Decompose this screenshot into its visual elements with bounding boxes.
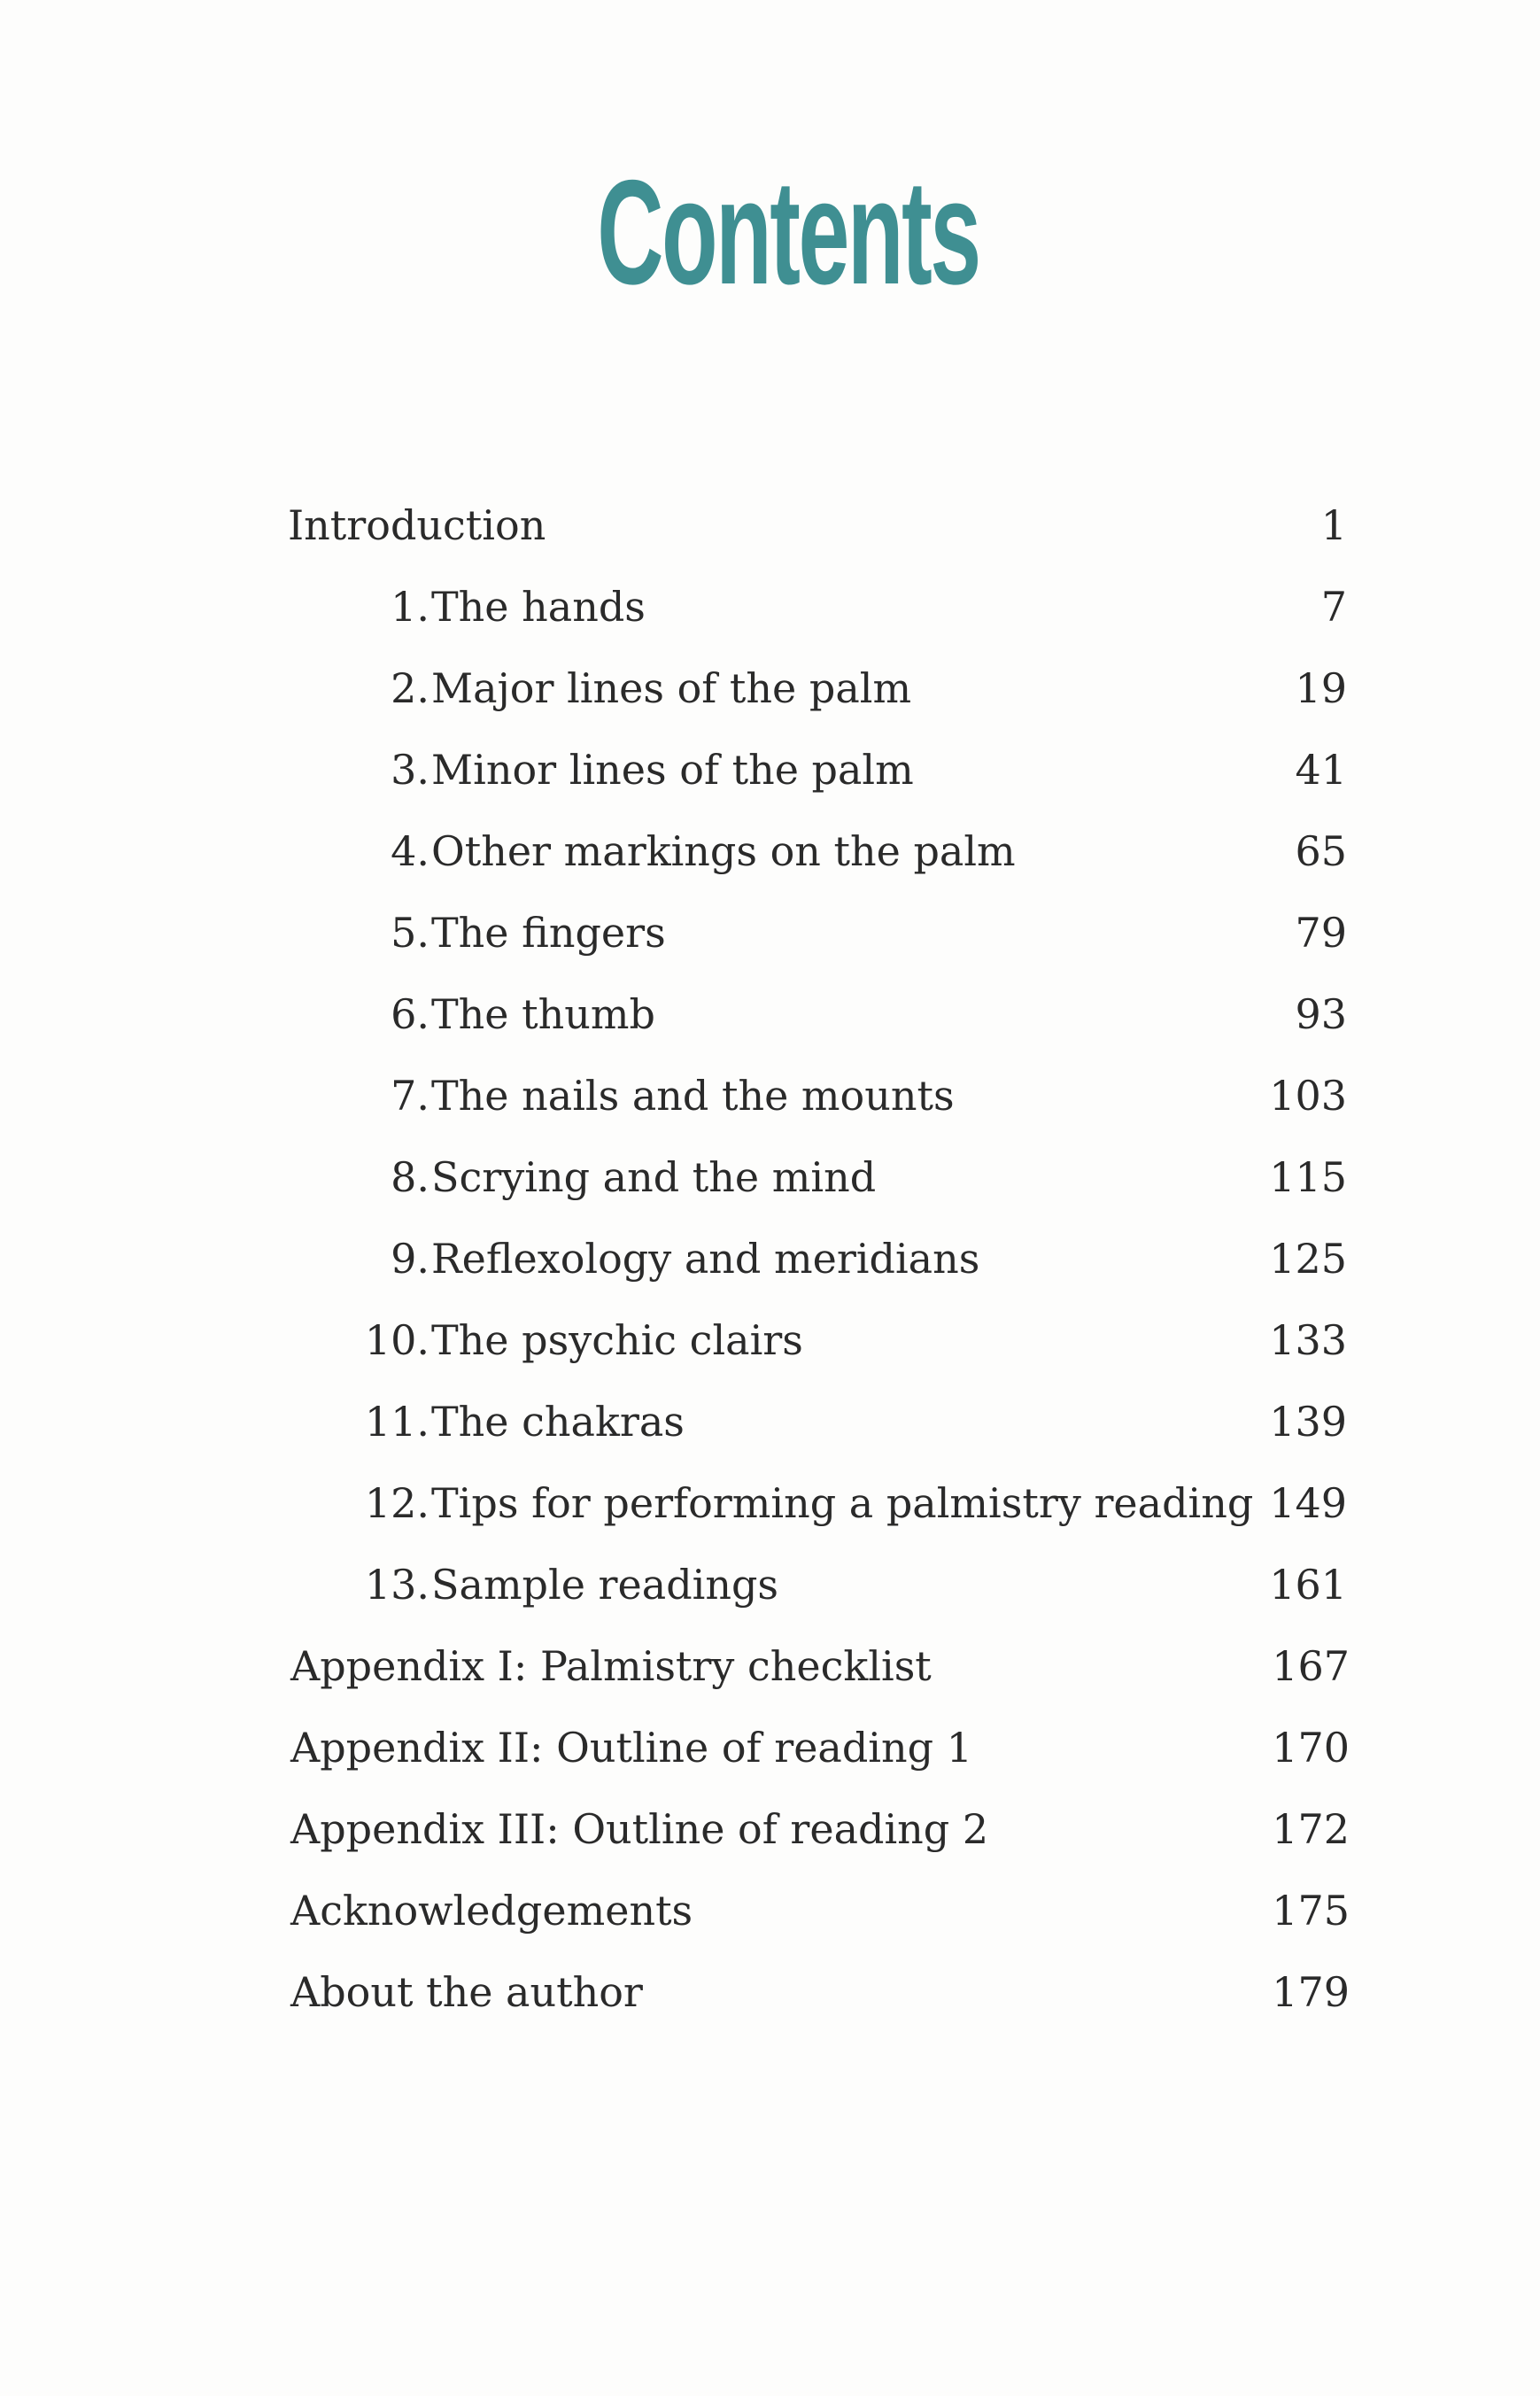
toc-entry-label: Reflexology and meridians bbox=[431, 1235, 980, 1283]
toc-entry-page: 175 bbox=[1272, 1887, 1350, 1935]
toc-entry-page: 93 bbox=[1295, 990, 1347, 1038]
chapter-number: 13. bbox=[364, 1561, 429, 1609]
toc-entry-label: Sample readings bbox=[431, 1561, 779, 1609]
chapter-number: 6. bbox=[391, 990, 429, 1038]
chapter-number: 12. bbox=[364, 1479, 429, 1527]
toc-entry-page: 7 bbox=[1320, 583, 1347, 631]
chapter-number: 2. bbox=[391, 664, 429, 712]
toc-entry-chapter[interactable] bbox=[0, 1554, 1540, 1616]
toc-entry-page: 179 bbox=[1272, 1968, 1350, 2016]
toc-entry-chapter[interactable] bbox=[0, 1472, 1540, 1534]
toc-entry-label: The hands bbox=[431, 583, 646, 631]
toc-entry-chapter[interactable] bbox=[0, 983, 1540, 1045]
toc-entry-page: 79 bbox=[1295, 909, 1347, 957]
toc-entry-page: 139 bbox=[1269, 1398, 1347, 1446]
toc-entry-page: 149 bbox=[1269, 1479, 1347, 1527]
toc-entry-label: The fingers bbox=[431, 909, 666, 957]
toc-entry-page: 170 bbox=[1272, 1724, 1350, 1772]
toc-entry-introduction[interactable] bbox=[0, 494, 1540, 556]
chapter-number: 8. bbox=[391, 1153, 429, 1201]
toc-entry-page: 161 bbox=[1269, 1561, 1347, 1609]
toc-entry-label: Minor lines of the palm bbox=[431, 746, 914, 794]
toc-entry-label: The chakras bbox=[431, 1398, 685, 1446]
toc-entry-label: Acknowledgements bbox=[290, 1887, 693, 1935]
toc-entry-label: Other markings on the palm bbox=[431, 827, 1016, 875]
toc-entry-page: 41 bbox=[1295, 746, 1347, 794]
toc-entry-chapter[interactable] bbox=[0, 1309, 1540, 1371]
toc-entry-back-matter[interactable] bbox=[0, 1961, 1540, 2023]
toc-entry-chapter[interactable] bbox=[0, 820, 1540, 882]
toc-entry-label: The psychic clairs bbox=[431, 1316, 803, 1364]
toc-entry-chapter[interactable] bbox=[0, 657, 1540, 719]
toc-entry-label: Appendix II: Outline of reading 1 bbox=[290, 1724, 972, 1772]
toc-entry-label: The nails and the mounts bbox=[431, 1072, 955, 1120]
chapter-number: 1. bbox=[391, 583, 429, 631]
toc-entry-chapter[interactable] bbox=[0, 576, 1540, 638]
toc-entry-label: Appendix I: Palmistry checklist bbox=[290, 1642, 932, 1690]
page-title: Contents bbox=[597, 149, 979, 315]
toc-entry-chapter[interactable] bbox=[0, 1146, 1540, 1208]
chapter-number: 10. bbox=[364, 1316, 429, 1364]
toc-entry-page: 115 bbox=[1269, 1153, 1347, 1201]
toc-entry-back-matter[interactable] bbox=[0, 1880, 1540, 1942]
toc-entry-page: 65 bbox=[1295, 827, 1347, 875]
toc-entry-chapter[interactable] bbox=[0, 1391, 1540, 1453]
toc-entry-page: 19 bbox=[1295, 664, 1347, 712]
chapter-number: 4. bbox=[391, 827, 429, 875]
toc-entry-label: The thumb bbox=[431, 990, 655, 1038]
toc-entry-label: About the author bbox=[290, 1968, 643, 2016]
toc-entry-chapter[interactable] bbox=[0, 1228, 1540, 1290]
toc-entry-back-matter[interactable] bbox=[0, 1635, 1540, 1697]
toc-entry-chapter[interactable] bbox=[0, 1065, 1540, 1127]
toc-entry-page: 103 bbox=[1269, 1072, 1347, 1120]
chapter-number: 9. bbox=[391, 1235, 429, 1283]
toc-entry-page: 167 bbox=[1272, 1642, 1350, 1690]
chapter-number: 11. bbox=[364, 1398, 429, 1446]
chapter-number: 3. bbox=[391, 746, 429, 794]
toc-entry-chapter[interactable] bbox=[0, 739, 1540, 801]
chapter-number: 5. bbox=[391, 909, 429, 957]
toc-entry-label: Appendix III: Outline of reading 2 bbox=[290, 1805, 989, 1853]
toc-entry-back-matter[interactable] bbox=[0, 1717, 1540, 1779]
toc-entry-back-matter[interactable] bbox=[0, 1798, 1540, 1860]
chapter-number: 7. bbox=[391, 1072, 429, 1120]
toc-entry-page: 125 bbox=[1269, 1235, 1347, 1283]
toc-entry-label: Introduction bbox=[288, 501, 546, 549]
toc-entry-chapter[interactable] bbox=[0, 902, 1540, 964]
toc-entry-page: 172 bbox=[1272, 1805, 1350, 1853]
toc-entry-label: Tips for performing a palmistry reading bbox=[431, 1479, 1254, 1527]
toc-entry-page: 133 bbox=[1269, 1316, 1347, 1364]
toc-entry-page: 1 bbox=[1320, 501, 1347, 549]
toc-entry-label: Scrying and the mind bbox=[431, 1153, 877, 1201]
toc-entry-label: Major lines of the palm bbox=[431, 664, 912, 712]
